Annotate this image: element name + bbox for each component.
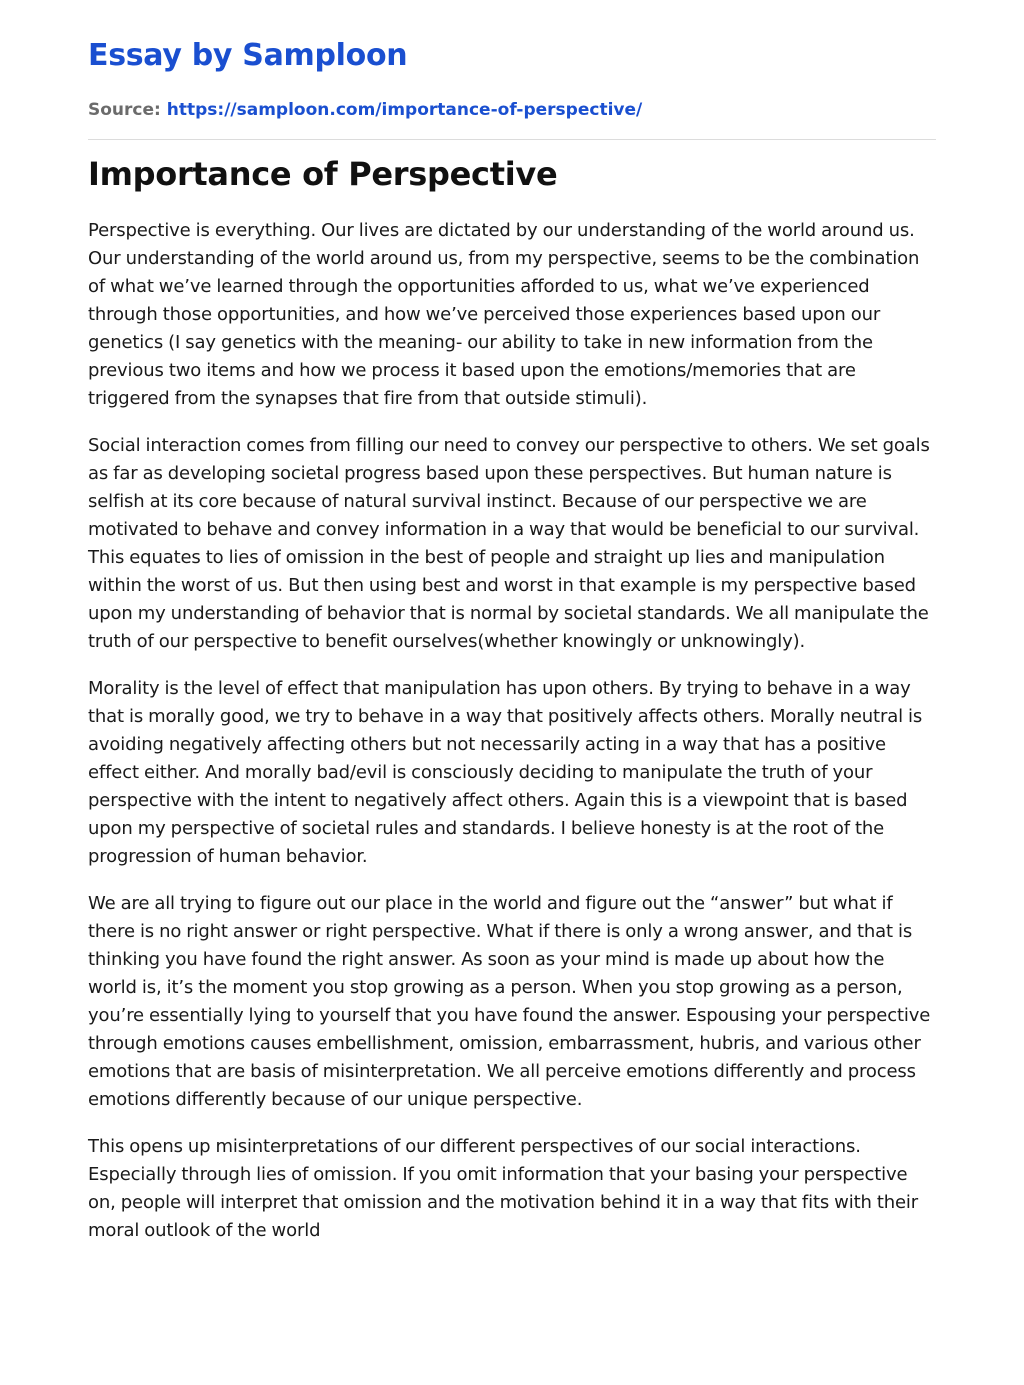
essay-title: Importance of Perspective: [88, 155, 558, 193]
brand-title: Essay by Samploon: [88, 38, 408, 73]
source-line: [88, 98, 936, 122]
essay-body: [88, 217, 936, 1245]
source-link[interactable]: https://samploon.com/importance-of-perspective/: [166, 100, 643, 120]
paragraph: Social interaction comes from filling our need to convey our perspective to others. We set goals as far as developing societal progress based upon these perspectives. But human nature is selfish at its core because of natural survival instinct. Because of our perspective we are motivated to behave and convey information in a way that would be beneficial to our survival. This equates to lies of omission in the best of people and straight up lies and manipulation within the worst of us. But then using best and worst in that example is my perspective based upon my understanding of behavior that is normal by societal standards. We all manipulate the truth of our perspective to benefit ourselves(whether knowingly or unknowingly).: [88, 435, 930, 652]
essay-page: [88, 0, 936, 1245]
paragraph: This opens up misinterpretations of our different perspectives of our social interactions. Especially through lies of omission. If you omit information that your basing your perspective on, people will interpret that omission and the motivation behind it in a way that fits with their moral outlook of the world: [88, 1136, 919, 1241]
paragraph: Morality is the level of effect that manipulation has upon others. By trying to behave in a way that is morally good, we try to behave in a way that positively affects others. Morally neutral is avoiding negatively affecting others but not necessarily acting in a way that has a positive effect either. And morally bad/evil is consciously deciding to manipulate the truth of your perspective with the intent to negatively affect others. Again this is a viewpoint that is based upon my perspective of societal rules and standards. I believe honesty is at the root of the progression of human behavior.: [88, 678, 923, 867]
paragraph: Perspective is everything. Our lives are dictated by our understanding of the world around us. Our understanding of the world around us, from my perspective, seems to be the combination of what we’ve learned through the opportunities afforded to us, what we’ve experienced through those opportunities, and how we’ve perceived those experiences based upon our genetics (I say genetics with the meaning- our ability to take in new information from the previous two items and how we process it based upon the emotions/memories that are triggered from the synapses that fire from that outside stimuli).: [88, 220, 920, 409]
paragraph: We are all trying to figure out our place in the world and figure out the “answer” but what if there is no right answer or right perspective. What if there is only a wrong answer, and that is thinking you have found the right answer. As soon as your mind is made up about how the world is, it’s the moment you stop growing as a person. When you stop growing as a person, you’re essentially lying to yourself that you have found the answer. Espousing your perspective through emotions causes embellishment, omission, embarrassment, hubris, and various other emotions that are basis of misinterpretation. We all perceive emotions differently and process emotions differently because of our unique perspective.: [88, 893, 931, 1110]
divider: [88, 139, 936, 140]
source-label: Source:: [88, 100, 161, 120]
